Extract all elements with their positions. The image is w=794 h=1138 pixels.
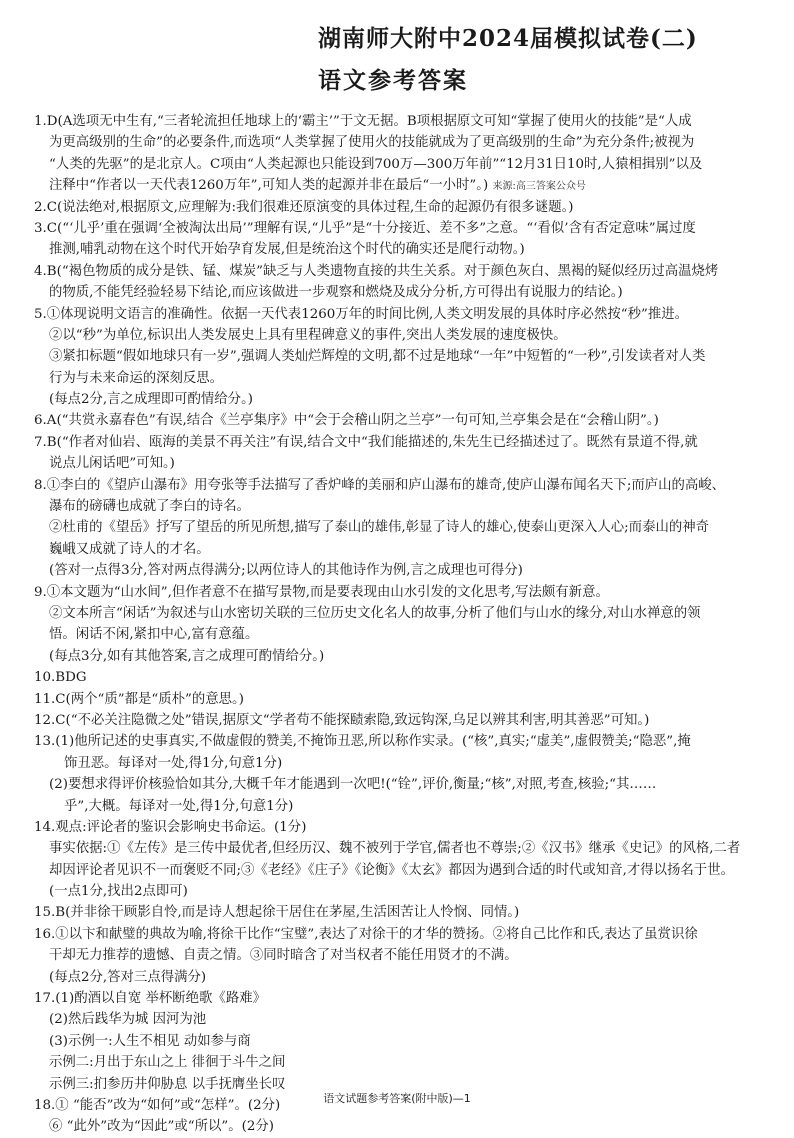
answer-line: (3)示例一:人生不相见 动如参与商 bbox=[49, 1033, 251, 1049]
answer-line: 16.①以卞和献璧的典故为喻,将徐干比作“宝璧”,表达了对徐干的才华的赞扬。②将自己比作和氏,表达了虽赏识徐 bbox=[34, 926, 698, 942]
answer-line: 4.B(“褐色物质的成分是铁、锰、煤炭”缺乏与人类遗物直接的共生关系。对于颜色灰白、黑褐的疑似经历过高温烧烤 bbox=[34, 263, 719, 279]
answer-line: 6.A(“共赏永嘉春色”有误,结合《兰亭集序》中“会于会稽山阴之兰亭”一句可知,兰亭集会是在“会稽山阴”。) bbox=[34, 413, 659, 429]
answer-line: (答对一点得3分,答对两点得满分;以两位诗人的其他诗作为例,言之成理也可得分) bbox=[49, 563, 523, 579]
answer-line: 注释中“作者以一天代表1260万年”,可知人类的起源并非在最后“一小时”。) 来源:高三答案公众号 bbox=[49, 178, 586, 194]
answer-line: 悟。闲话不闲,紧扣中心,富有意蕴。 bbox=[49, 627, 259, 643]
answer-line: 3.C(“‘儿乎’重在强调‘全被淘汰出局’”理解有误,“儿乎”是“十分接近、差不多”之意。“‘看似’含有否定意味”属过度 bbox=[34, 220, 696, 236]
answer-line: 瀑布的磅礴也成就了李白的诗名。 bbox=[49, 499, 250, 515]
answer-line: ②文本所言“闲话”为叙述与山水密切关联的三位历史文化名人的故事,分析了他们与山水的缘分,对山水禅意的领 bbox=[49, 605, 701, 621]
answer-line: ⑥ “此外”改为“因此”或“所以”。(2分) bbox=[49, 1119, 274, 1135]
answer-line: 15.B(并非徐干顾影自怜,而是诗人想起徐干居住在茅屋,生活困苦让人怜悯、同情。) bbox=[34, 905, 520, 921]
answer-line: ③紧扣标题“假如地球只有一岁”,强调人类灿烂辉煌的文明,都不过是地球“一年”中短暂的“一秒”,引发读者对人类 bbox=[49, 349, 706, 365]
answer-line: 为更高级别的生命”的必要条件,而选项“人类掌握了使用火的技能就成为了更高级别的生命”为充分条件;被视为 bbox=[49, 135, 695, 151]
answer-line: 8.①李白的《望庐山瀑布》用夸张等手法描写了香炉峰的美丽和庐山瀑布的雄奇,使庐山瀑布闻名天下;而庐山的高峻、 bbox=[34, 477, 726, 493]
answer-line: 巍峨又成就了诗人的才名。 bbox=[49, 541, 210, 557]
answer-line: 18.① “能否”改为“如何”或“怎样”。(2分) bbox=[34, 1097, 281, 1113]
answer-line: ②杜甫的《望岳》抒写了望岳的所见所想,描写了泰山的雄伟,彰显了诗人的雄心,使泰山更深入人心;而泰山的神奇 bbox=[49, 520, 710, 536]
answer-line: 12.C(“不必关注隐微之处”错误,据原文“学者苟不能探赜索隐,致远钩深,乌足以辨其利害,明其善恶”可知。) bbox=[34, 712, 650, 728]
answer-line: 示例三:扪参历井仰胁息 以手抚膺坐长叹 bbox=[49, 1076, 286, 1092]
answer-line: (2)然后践华为城 因河为池 bbox=[49, 1012, 207, 1028]
answer-line: 的物质,不能凭经验轻易下结论,而应该做进一步观察和燃烧及成分分析,方可得出有说服力的结论。) bbox=[49, 285, 623, 301]
answer-content bbox=[34, 111, 762, 1138]
answer-line: 9.①本文题为“山水间”,但作者意不在描写景物,而是要表现由山水引发的文化思考,写法颇有新意。 bbox=[34, 584, 609, 600]
answer-line: 却因评论者见识不一而褒贬不同;③《老经》《庄子》《论衡》《太玄》都因为遇到合适的时代或知音,才得以扬名于世。 bbox=[49, 862, 734, 878]
answer-line: 17.(1)酌酒以自宽 举杯断绝歌《路难》 bbox=[34, 991, 266, 1007]
answer-line: 干却无力推荐的遗憾、自责之情。③同时暗含了对当权者不能任用贤才的不满。 bbox=[49, 948, 518, 964]
answer-line: 行为与未来命运的深刻反思。 bbox=[49, 370, 224, 386]
answer-line: 乎”,大概。每译对一处,得1分,句意1分) bbox=[64, 798, 294, 814]
answer-line: (每点2分,答对三点得满分) bbox=[49, 969, 207, 985]
answer-line: 14.观点:评论者的鉴识会影响史书命运。(1分) bbox=[34, 819, 307, 835]
answer-key-heading: 语文参考答案 bbox=[318, 68, 468, 94]
answer-line: ②以“秒”为单位,标识出人类发展史上具有里程碑意义的事件,突出人类发展的速度极快。 bbox=[49, 327, 567, 343]
source-note: 来源:高三答案公众号 bbox=[492, 181, 586, 193]
answer-line: 2.C(说法绝对,根据原文,应理解为:我们很难还原演变的具体过程,生命的起源仍有很多谜题。) bbox=[34, 199, 574, 215]
answer-line: 5.①体现说明文语言的准确性。依据一天代表1260万年的时间比例,人类文明发展的具体时序必然按“秒”推进。 bbox=[34, 306, 688, 322]
answer-line: 饰丑恶。每译对一处,得1分,句意1分) bbox=[64, 755, 283, 771]
answer-line: (每点3分,如有其他答案,言之成理可酌情给分。) bbox=[49, 648, 325, 664]
answer-line: 事实依据:①《左传》是三传中最优者,但经历汉、魏不被列于学官,儒者也不尊崇;②《汉书》继承《史记》的风格,二者 bbox=[49, 841, 741, 857]
answer-line: (一点1分,找出2点即可) bbox=[49, 884, 188, 900]
answer-line: 11.C(两个“质”都是“质朴”的意思。) bbox=[34, 691, 244, 707]
answer-line: 13.(1)他所记述的史事真实,不做虚假的赞美,不掩饰丑恶,所以称作实录。(“核”,真实;“虚美”,虚假赞美;“隐恶”,掩 bbox=[34, 734, 691, 750]
answer-line: 7.B(“作者对仙岩、瓯海的美景不再关注”有误,结合文中“我们能描述的,朱先生已经描述过了。既然有景道不得,就 bbox=[34, 434, 698, 450]
exam-title: 湖南师大附中2024届模拟试卷(二) bbox=[318, 25, 698, 52]
answer-line: (每点2分,言之成理即可酌情给分。) bbox=[49, 392, 253, 408]
answer-line: 1.D(A选项无中生有,“三者轮流担任地球上的‘霸主’”于文无据。B项根据原文可知“掌握了使用火的技能”是“人成 bbox=[34, 114, 692, 129]
page-footer: 语文试题参考答案(附中版)—1 bbox=[323, 1092, 471, 1105]
answer-line: 推测,哺乳动物在这个时代开始孕育发展,但是统治这个时代的确实还是爬行动物。) bbox=[49, 242, 525, 258]
answer-line: 示例二:月出于东山之上 徘徊于斗牛之间 bbox=[49, 1055, 286, 1071]
answer-line: 说点儿闲话吧”可知。) bbox=[49, 456, 175, 472]
answer-line: (2)要想求得评价核验恰如其分,大概千年才能遇到一次吧!(“铨”,评价,衡量;“核”,对照,考查,核验;“其…… bbox=[49, 777, 657, 793]
answer-line: 10.BDG bbox=[34, 670, 87, 686]
answer-line: “人类的先驱”的是北京人。C项由“人类起源也只能设到700万—300万年前”“12月31日10时,人猿相揖别”以及 bbox=[49, 156, 703, 172]
